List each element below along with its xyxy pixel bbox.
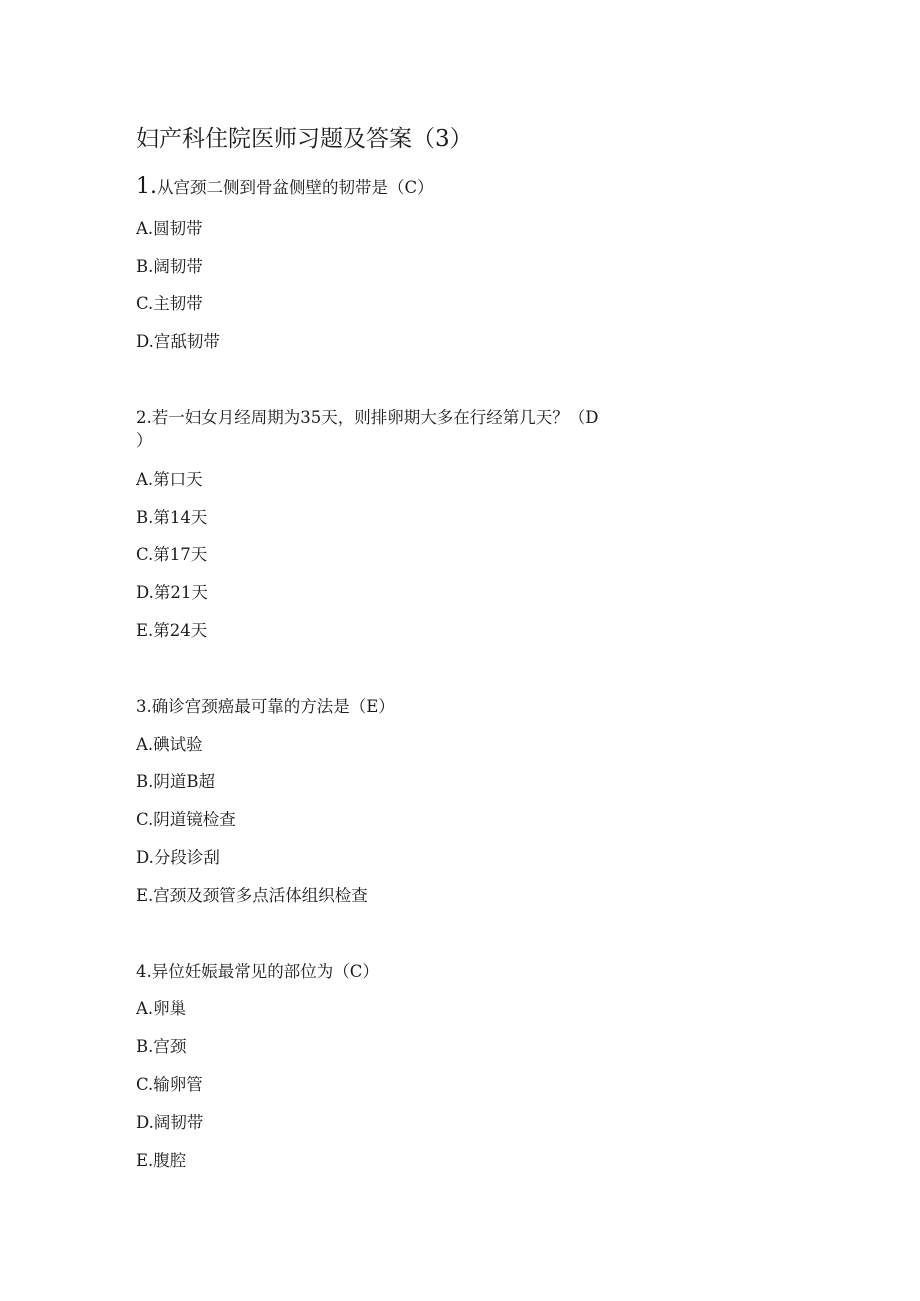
question-3-option-b: B.阴道B超 bbox=[136, 772, 215, 791]
question-3-option-e: E.宫颈及颈管多点活体组织检查 bbox=[136, 886, 368, 905]
question-1-option-c: C.主韧带 bbox=[136, 294, 203, 313]
question-2-option-b: B.第14天 bbox=[136, 508, 208, 527]
question-2-option-d: D.第21天 bbox=[136, 583, 208, 602]
question-3-option-d: D.分段诊刮 bbox=[136, 848, 220, 867]
document-title: 妇产科住院医师习题及答案（3） bbox=[136, 126, 473, 152]
question-1-option-b: B.阔韧带 bbox=[136, 257, 203, 276]
question-1-stem bbox=[136, 176, 434, 199]
question-2-option-c: C.第17天 bbox=[136, 545, 208, 564]
question-4-option-b: B.宫颈 bbox=[136, 1037, 187, 1056]
question-1-number: 1. bbox=[136, 174, 157, 199]
question-4-option-c: C.输卵管 bbox=[136, 1075, 203, 1094]
question-4-stem: 4.异位妊娠最常见的部位为（C） bbox=[136, 962, 379, 981]
question-2-option-e: E.第24天 bbox=[136, 621, 208, 640]
question-3-option-c: C.阴道镜检查 bbox=[136, 810, 236, 829]
question-3-stem: 3.确诊宫颈癌最可靠的方法是（E） bbox=[136, 697, 395, 716]
question-1-option-a: A.圆韧带 bbox=[136, 219, 203, 238]
question-1-text: 从宫颈二侧到骨盆侧壁的韧带是（C） bbox=[157, 178, 434, 197]
question-2-stem-line2: ） bbox=[136, 431, 153, 450]
question-4-option-d: D.阔韧带 bbox=[136, 1113, 204, 1132]
question-4-option-e: E.腹腔 bbox=[136, 1151, 187, 1170]
question-3-option-a: A.碘试验 bbox=[136, 735, 203, 754]
question-1-option-d: D.宫舐韧带 bbox=[136, 332, 220, 351]
question-4-option-a: A.卵巢 bbox=[136, 999, 187, 1018]
question-2-stem-line1: 2.若一妇女月经周期为35天，则排卵期大多在行经第几天？（D bbox=[136, 408, 599, 427]
question-2-option-a: A.第口天 bbox=[136, 470, 203, 489]
